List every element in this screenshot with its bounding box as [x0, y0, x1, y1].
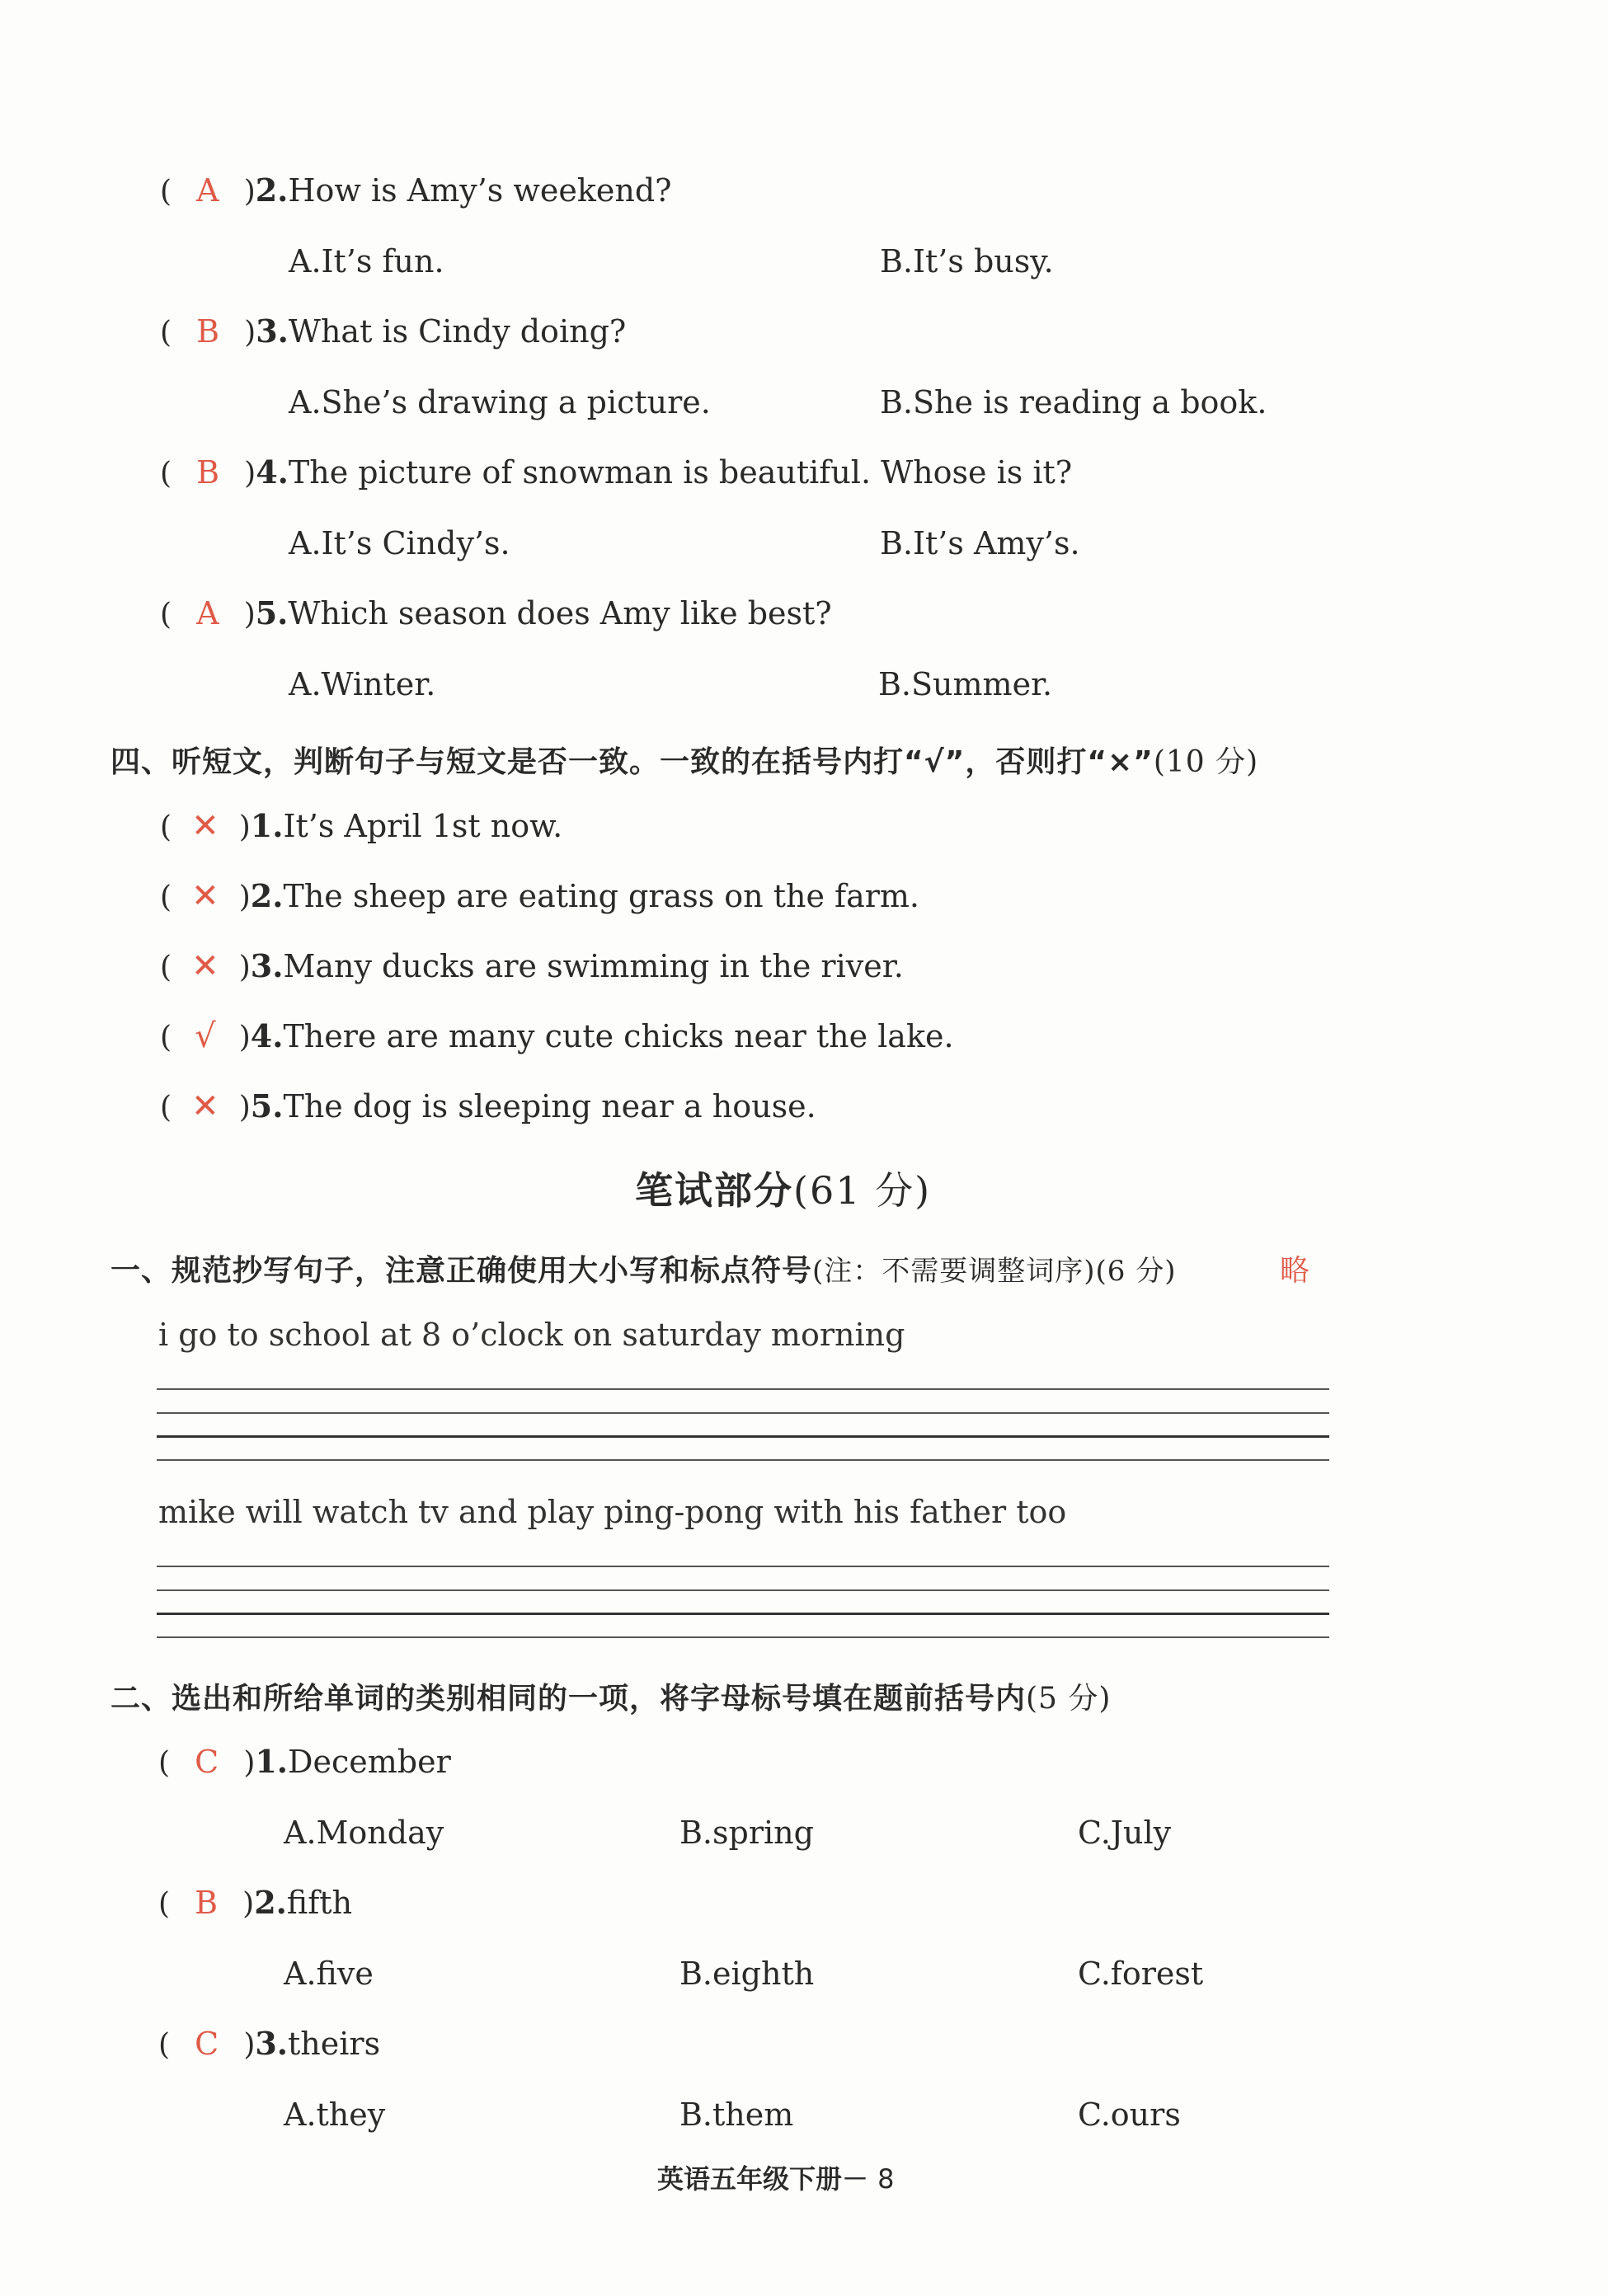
- question-number: 4.: [256, 453, 289, 491]
- question-text: The picture of snowman is beautiful. Whose is it?: [288, 454, 1073, 491]
- question-text: What is Cindy doing?: [288, 313, 627, 350]
- bracket: ): [243, 175, 256, 209]
- question-row: [158, 1884, 353, 1921]
- bracket: (: [160, 1021, 172, 1054]
- answer-mark: C: [195, 2026, 219, 2062]
- question-number: 2.: [254, 1884, 287, 1921]
- option-b: B.It’s busy.: [880, 243, 1054, 279]
- question-text: How is Amy’s weekend?: [288, 172, 672, 209]
- option-a: A.they: [284, 2096, 386, 2133]
- footer-text: 英语五年级下册－: [657, 2163, 869, 2195]
- check-mark: √: [195, 1017, 216, 1055]
- option-a: A.Monday: [284, 1815, 444, 1851]
- bracket: ): [238, 1021, 251, 1054]
- statement-text: The sheep are eating grass on the farm.: [283, 878, 920, 914]
- given-word: December: [288, 1744, 451, 1780]
- bracket: (: [160, 880, 172, 914]
- written-part-title: [635, 1161, 931, 1215]
- statement-number: 4.: [250, 1017, 284, 1054]
- statement-number: 2.: [250, 877, 284, 914]
- answer-mark: A: [196, 595, 219, 632]
- section-title: 二、选出和所给单词的类别相同的一项，将字母标号填在题前括号内: [110, 1682, 1027, 1716]
- question-row: [160, 312, 627, 350]
- option-a: A.She’s drawing a picture.: [289, 384, 711, 420]
- section-heading: [110, 1247, 1177, 1289]
- question-number: 3.: [256, 312, 289, 350]
- cross-mark: ✕: [191, 807, 219, 845]
- copy-sentence: i go to school at 8 o’clock on saturday morning: [158, 1317, 905, 1353]
- statement-number: 1.: [250, 807, 284, 844]
- writing-line[interactable]: [157, 1388, 1329, 1390]
- option-b: B.eighth: [679, 1956, 815, 1992]
- answer-mark: C: [195, 1744, 219, 1780]
- option-b: B.spring: [679, 1815, 814, 1851]
- question-number: 3.: [255, 2025, 289, 2062]
- statement-text: The dog is sleeping near a house.: [283, 1088, 816, 1125]
- bracket: (: [160, 951, 172, 984]
- bracket: (: [160, 316, 172, 350]
- option-a: A.five: [284, 1956, 374, 1992]
- section-heading: [110, 739, 1258, 781]
- judge-row: [160, 1017, 954, 1055]
- question-number: 2.: [255, 171, 289, 209]
- part-points: (61 分): [793, 1168, 932, 1213]
- judge-row: [160, 1087, 816, 1125]
- bracket: (: [160, 810, 172, 844]
- writing-line[interactable]: [157, 1589, 1329, 1591]
- section-points: (5 分): [1026, 1682, 1112, 1716]
- section-title: 四、听短文，判断句子与短文是否一致。一致的在括号内打“√”，否则打“×”: [110, 745, 1154, 779]
- teacher-annotation: 略: [1280, 1254, 1310, 1288]
- judge-row: [160, 807, 563, 845]
- option-c: C.ours: [1078, 2096, 1181, 2133]
- bracket: ): [238, 1091, 251, 1125]
- bracket: ): [238, 810, 251, 844]
- bracket: ): [244, 457, 256, 491]
- option-a: A.It’s Cindy’s.: [289, 525, 510, 561]
- question-row: [160, 453, 1073, 491]
- bracket: (: [160, 175, 172, 209]
- answer-mark: B: [196, 454, 220, 491]
- option-c: C.July: [1078, 1815, 1172, 1851]
- option-b: B.Summer.: [878, 666, 1053, 702]
- answer-mark: B: [195, 1885, 219, 1921]
- page-footer: [657, 2158, 895, 2196]
- writing-line[interactable]: [157, 1435, 1329, 1438]
- option-a: A.Winter.: [289, 666, 436, 702]
- writing-line[interactable]: [157, 1459, 1329, 1461]
- bracket: (: [160, 598, 172, 632]
- question-number: 1.: [255, 1743, 289, 1780]
- judge-row: [160, 947, 904, 985]
- option-b: B.It’s Amy’s.: [880, 525, 1080, 561]
- question-number: 5.: [255, 594, 289, 632]
- bracket: ): [238, 951, 251, 984]
- bracket: ): [243, 598, 256, 632]
- section-heading: [110, 1675, 1111, 1717]
- bracket: ): [242, 1887, 255, 1921]
- copy-sentence: mike will watch tv and play ping-pong with his father too: [158, 1494, 1067, 1530]
- option-c: C.forest: [1078, 1956, 1204, 1992]
- answer-mark: A: [196, 172, 219, 209]
- section-note: (注：不需要调整词序)(6 分): [812, 1255, 1177, 1288]
- question-text: Which season does Amy like best?: [288, 595, 832, 632]
- option-a: A.It’s fun.: [289, 243, 444, 279]
- page-number: 8: [877, 2163, 895, 2195]
- bracket: (: [160, 457, 172, 491]
- statement-text: There are many cute chicks near the lake.: [283, 1018, 954, 1054]
- given-word: theirs: [288, 2026, 381, 2062]
- bracket: ): [244, 316, 256, 350]
- option-b: B.them: [679, 2096, 794, 2133]
- answer-mark: B: [196, 313, 220, 350]
- section-points: (10 分): [1153, 745, 1259, 779]
- bracket: ): [243, 2028, 256, 2062]
- writing-line[interactable]: [157, 1636, 1329, 1638]
- writing-line[interactable]: [157, 1566, 1329, 1567]
- statement-text: Many ducks are swimming in the river.: [283, 948, 904, 984]
- cross-mark: ✕: [191, 947, 219, 985]
- bracket: (: [158, 1887, 171, 1921]
- section-title: 一、规范抄写句子，注意正确使用大小写和标点符号: [110, 1254, 813, 1288]
- part-title-text: 笔试部分: [635, 1168, 793, 1213]
- bracket: (: [160, 1091, 172, 1125]
- writing-line[interactable]: [157, 1613, 1329, 1615]
- statement-number: 3.: [250, 947, 284, 984]
- cross-mark: ✕: [191, 1087, 219, 1125]
- question-row: [158, 2025, 381, 2062]
- question-row: [158, 1743, 451, 1780]
- bracket: (: [158, 2028, 171, 2062]
- option-b: B.She is reading a book.: [880, 384, 1267, 420]
- question-row: [160, 171, 672, 209]
- statement-number: 5.: [250, 1087, 284, 1125]
- question-row: [160, 594, 832, 632]
- statement-text: It’s April 1st now.: [283, 808, 563, 844]
- writing-line[interactable]: [157, 1412, 1329, 1414]
- given-word: fifth: [286, 1885, 353, 1921]
- bracket: ): [238, 880, 251, 914]
- cross-mark: ✕: [191, 877, 219, 915]
- bracket: ): [243, 1746, 256, 1780]
- bracket: (: [158, 1746, 171, 1780]
- judge-row: [160, 877, 920, 915]
